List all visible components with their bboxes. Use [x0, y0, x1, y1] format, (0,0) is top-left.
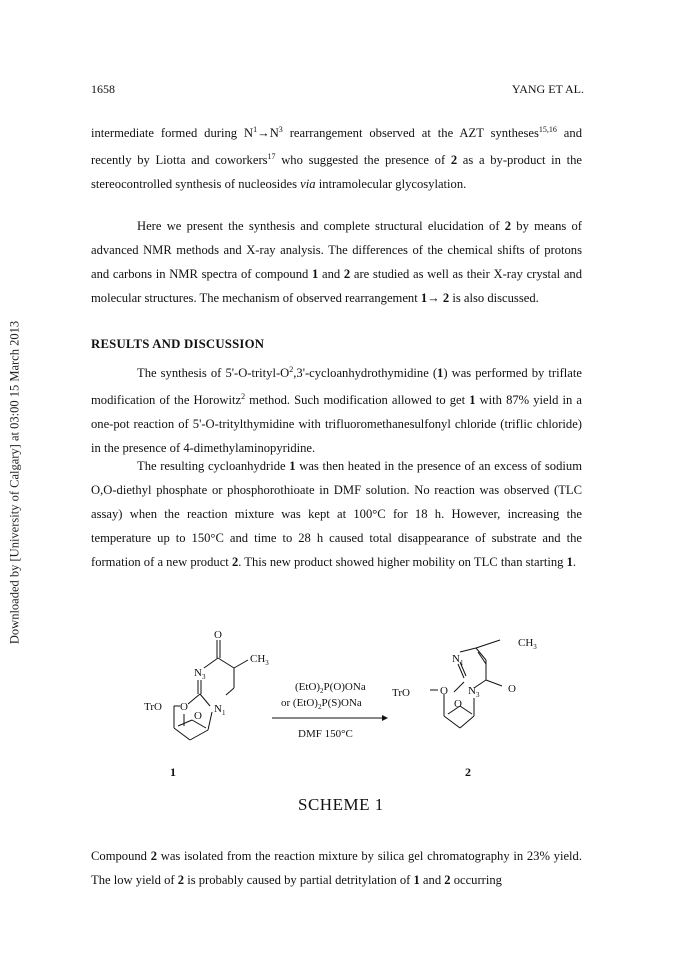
left-carbonyl-o: O — [214, 629, 222, 641]
paragraph-purpose: Here we present the synthesis and complete structural elucidation of 2 by means of advanced NMR methods and X-ray analysis. The differences of the chemical shifts of protons and carbons in NMR spectra of compound 1 and 2 are studied as well as their X-ray crystal and molecular structures. The mechanism of observed rearrangement 1→ 2 is also discussed. — [91, 219, 583, 305]
right-o-ring-label: O — [440, 685, 448, 697]
svg-text:(EtO)2P(O)ONa: $(EtO)_2P(O)ONa$ — [295, 681, 366, 695]
section-heading: RESULTS AND DISCUSSION — [91, 337, 265, 351]
right-carbonyl-o: O — [508, 683, 516, 695]
left-o-ring-label: O — [180, 701, 188, 713]
left-tro-label: TrO — [144, 701, 162, 713]
page-number: 1658 — [91, 82, 115, 96]
scheme-title: SCHEME 1 — [298, 795, 384, 814]
running-head: YANG ET AL. — [511, 82, 584, 96]
right-n3-label: $N_3$ — [468, 685, 480, 699]
paragraph-synthesis: The synthesis of $5'-O-trityl-O^2,3'$-cycloanhydrothymidine (1) was performed by triflate modification of the Horowitz$^2$ method. Such modification allowed to get 1 with 87% yield in a one-pot reaction of 5'-O-tritylthymidine with trifluoromethanesulfonyl chloride (triflic chloride) in the presence of 4-dimethylaminopyridine. — [91, 365, 582, 456]
paragraph-intro-continued: intermediate formed during $N^1\to N^3$ rearrangement observed at the AZT syntheses$^{15,16}$ and recently by Liotta and coworkers$^{17}$ who suggested the presence of 2 as a by-product in the stereocontrolled synthesis of nucleosides via intramolecular glycosylation. — [91, 125, 583, 192]
compound-label-left: 1 — [170, 765, 176, 779]
right-n1-label: $N_1$ — [452, 653, 464, 667]
left-ch3-label: $CH_3$ — [250, 653, 269, 667]
right-ch3-label: $CH_3$ — [518, 637, 537, 651]
compound-label-right: 2 — [465, 765, 471, 779]
left-n1-label: $N_1$ — [214, 703, 226, 717]
right-o-furan-label: O — [454, 698, 462, 710]
scheme-1-diagram — [130, 620, 550, 785]
svg-text:or (EtO)2P(S)ONa: or $(EtO)_2P(S)ONa$ — [281, 697, 362, 711]
svg-text:DMF 150°C: DMF 150°C — [298, 728, 353, 740]
paragraph-isolation: Compound 2 was isolated from the reaction mixture by silica gel chromatography in 23% yield. The low yield of 2 is probably caused by partial detritylation of 1 and 2 occurring — [91, 849, 582, 887]
right-tro-label: TrO — [392, 687, 410, 699]
left-n3-label: $N_3$ — [194, 667, 206, 681]
left-molecule-bonds — [174, 640, 248, 740]
paragraph-heating: The resulting cycloanhydride 1 was then heated in the presence of an excess of sodium O,O-diethyl phosphate or phosphorothioate in DMF solution. No reaction was observed (TLC assay) when the reaction mixture was kept at 100°C for 18 h. However, increasing the temperature up to 150°C and time to 28 h caused total disappearance of substrate and the formation of a new product 2. This new product showed higher mobility on TLC than starting 1. — [91, 459, 582, 569]
right-molecule-bonds — [430, 640, 502, 728]
left-o-furan-label: O — [194, 710, 202, 722]
download-sidebar-text: Downloaded by [University of Calgary] at 03:00 15 March 2013 — [7, 320, 22, 645]
reaction-conditions — [272, 681, 388, 740]
